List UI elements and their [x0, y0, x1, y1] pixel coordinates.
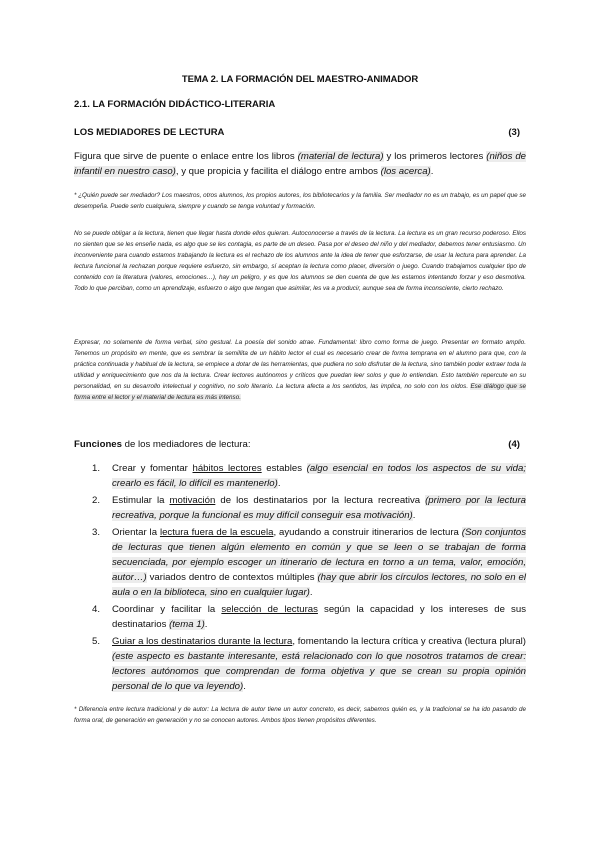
item-key-term: motivación [169, 495, 216, 506]
item-text: según la capacidad y los intereses de sus destinatarios [112, 604, 526, 630]
list-number: 4. [92, 604, 101, 615]
list-item [74, 602, 526, 632]
list-number: 2. [92, 495, 101, 506]
section-heading: 2.1. LA FORMACIÓN DIDÁCTICO-LITERARIA [74, 99, 276, 110]
item-note: (algo esencial en todos los aspectos de su vida; crearlo es fácil, lo difícil es mantenerlo) [112, 463, 526, 489]
list-item [74, 634, 526, 694]
item-key-term: hábitos lectores [192, 463, 262, 474]
list-number: 5. [92, 636, 101, 647]
definition-highlight: (los acerca) [380, 166, 431, 177]
definition-highlight: (material de lectura) [297, 151, 384, 162]
item-text: . [243, 681, 246, 692]
subsection-label: LOS MEDIADORES DE LECTURA [74, 127, 225, 138]
item-text: estables [261, 463, 307, 474]
subsection-heading [74, 127, 524, 138]
list-number: 1. [92, 463, 101, 474]
item-text: . [309, 587, 313, 598]
paragraph-expression [74, 337, 526, 403]
item-text: , ayudando a construir itinerarios de lectura [273, 527, 462, 538]
item-key-term: lectura fuera de la escuela [159, 527, 274, 538]
functions-number: (4) [508, 439, 520, 450]
functions-text: de los mediadores de lectura: [121, 439, 251, 450]
document-title: TEMA 2. LA FORMACIÓN DEL MAESTRO-ANIMADOR [181, 74, 419, 85]
definition-text: Figura que sirve de puente o enlace entre los libros [74, 151, 298, 162]
subsection-number: (3) [508, 127, 520, 138]
footnote-who-can-mediate: * ¿Quién puede ser mediador? Los maestros, otros alumnos, los propios autores, los bibliotecarios y la familia. Ser mediador no es un trabajo, es un papel que se desempeña. Puede serlo cualquiera, siempre y cuando se tenga voluntad y formación. [74, 192, 526, 210]
item-text: . [277, 478, 281, 489]
definition-text: . [430, 166, 434, 177]
footnote-traditional-vs-author: * Diferencia entre lectura tradicional y de autor: La lectura de autor tiene un autor concreto, es decir, sabemos quién es, y la tradicional se ha ido pasando de forma oral, de generación en generación y no se conocen autores. Ambos tipos tienen propósitos diferentes. [74, 706, 526, 724]
item-text: . [412, 510, 416, 521]
definition-text: , y que propicia y facilita el diálogo entre ambos [175, 166, 381, 177]
item-text: Estimular la [112, 495, 170, 506]
item-text: Coordinar y facilitar la [112, 604, 222, 615]
item-note: (tema 1) [169, 619, 205, 630]
list-item [74, 493, 526, 523]
list-item [74, 461, 526, 491]
mediator-definition [74, 149, 526, 179]
definition-highlight: (niños de infantil en nuestro caso) [74, 151, 527, 177]
item-key-term: selección de lecturas [221, 604, 318, 615]
paragraph-highlight: Ese diálogo que se forma entre el lector y el material de lectura es más intenso. [74, 383, 526, 401]
item-note: (Son conjuntos de lecturas que tienen algún elemento en común y que se leen o se trabajan de forma secuenciada, por ejemplo escoger un itinerario de lectura en torno a un tema, valor, emoción, autor…) [112, 527, 527, 583]
definition-text: y los primeros lectores [383, 151, 487, 162]
item-text: Orientar la [112, 527, 160, 538]
item-text: Crear y fomentar [112, 463, 193, 474]
functions-list [74, 461, 526, 696]
list-number: 3. [92, 527, 101, 538]
item-text: , fomentando la lectura crítica y creativa (lectura plural) [292, 636, 526, 647]
functions-bold: Funciones [74, 439, 122, 450]
item-note: (este aspecto es bastante interesante, está relacionado con lo que nosotros tratamos de crear: lectores autónomos que comprendan de forma objetiva y que se crean su propia opinión personal de lo que va leyendo) [112, 651, 526, 692]
item-note: (primero por la lectura recreativa, porque la funcional es muy difícil conseguir esa motivación) [112, 495, 527, 521]
item-text: variados dentro de contextos múltiples [146, 572, 318, 583]
paragraph-reading-motivation: No se puede obligar a la lectura, tienen que llegar hasta donde ellos quieran. Autoconocerse a través de la lectura. La lectura es un gran recurso poderoso. Ellos no sienten que se les enseñe nada, es algo que se les contagia, es parte de un deseo. Pasa por el deseo del niño y del mediador, debemos tener entusiasmo. Un inconveniente para cuando estamos trabajando la lectura es el rechazo de los alumnos ante la idea de tener que esforzarse, de usar la lectura para aprender. La lectura funcional la rechazan porque requiere esfuerzo, sin embargo, sí aceptan la lectura como placer, diversión o juego. Cuando trabajamos cualquier tipo de contenido con la literatura (valores, emociones…), hay un peligro, y es que los alumnos se den cuenta de que les estamos intentando forzar y eso desmotiva. Todo lo que perciban, como un aprendizaje, esfuerzo o algo que tengan que asimilar, les va a producir, aunque sea de forma inconsciente, cierto rechazo. [74, 230, 526, 292]
paragraph-text: Expresar, no solamente de forma verbal, sino gestual. La poesía del sonido atrae. Fundamental: libro como forma de juego. Presentar en formato amplio. Tenemos un propósito en mente, que es sembrar la semillita de un hábito lector el cual es necesario crear de forma temprana en el alumno para que, con la práctica continuada y habitual de la lectura, se empiece a dotar de las herramientas, que pudiera no solo disfrutar de la lectura, sino también poder extraer toda la utilidad y enriquecimiento que nos da la lectura. Crear lectores autónomos y críticos que puedan leer solos y que lo entiendan. Esto también repercute en su personalidad, en su desarrollo intelectual y cognitivo, no solo literario. La lectura afecta a los sentidos, las implica, no solo con los oídos. [74, 339, 526, 390]
item-text: . [204, 619, 208, 630]
list-item [74, 525, 526, 600]
item-key-term: Guiar a los destinatarios durante la lectura [112, 636, 293, 647]
functions-heading [74, 439, 524, 450]
item-note: (hay que abrir los círculos lectores, no solo en el aula o en la biblioteca, sino en cualquier lugar) [112, 572, 526, 598]
item-text: de los destinatarios por la lectura recreativa [215, 495, 426, 506]
